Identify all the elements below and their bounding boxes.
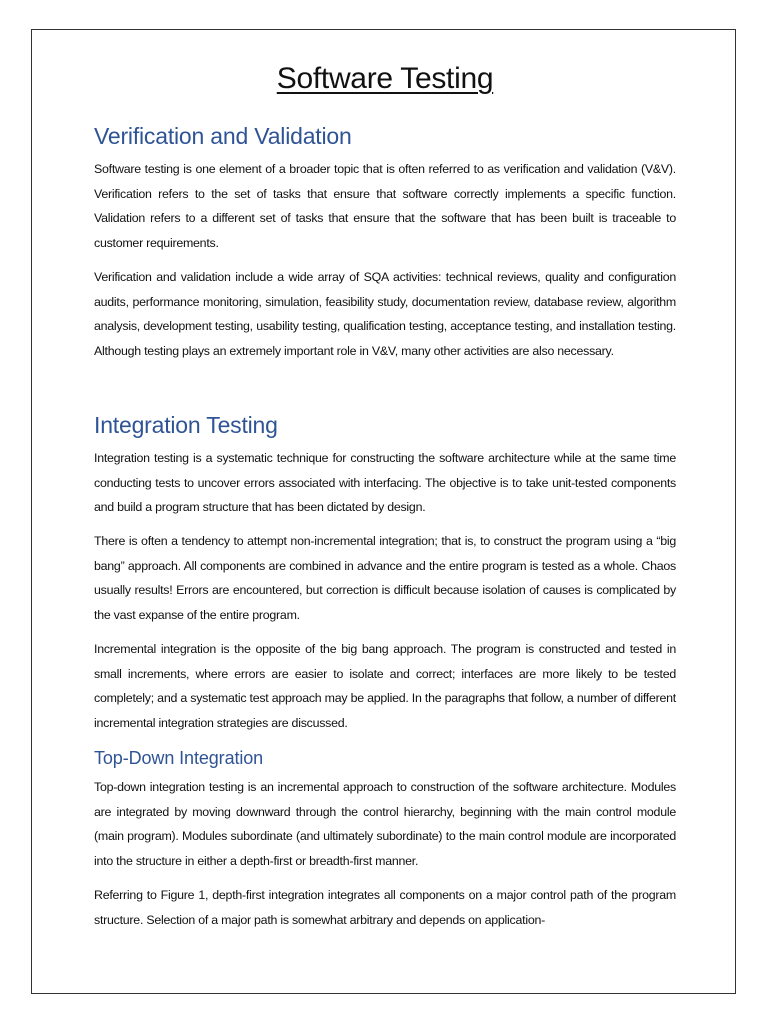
document-title [94, 62, 676, 96]
paragraph: Software testing is one element of a broader topic that is often referred to as verification and validation (V&V). Verification refers to the set of tasks that ensure that software correctly implements a specific function. Validation refers to a different set of tasks that ensure that the software that has been built is traceable to customer requirements. [94, 162, 676, 250]
section-heading-verification-validation: Verification and Validation [94, 123, 352, 149]
section-heading-integration-testing: Integration Testing [94, 412, 278, 438]
paragraph: Referring to Figure 1, depth-first integration integrates all components on a major control path of the program structure. Selection of a major path is somewhat arbitrary and depends on application- [94, 888, 676, 927]
document-page [31, 29, 736, 994]
paragraph: Top-down integration testing is an incremental approach to construction of the software architecture. Modules are integrated by moving downward through the control hierarchy, beginning with the main control module (main program). Modules subordinate (and ultimately subordinate) to the main control module are incorporated into the structure in either a depth-first or breadth-first manner. [94, 780, 676, 868]
paragraph: Incremental integration is the opposite of the big bang approach. The program is constructed and tested in small increments, where errors are easier to isolate and correct; interfaces are more likely to be tested completely; and a systematic test approach may be applied. In the paragraphs that follow, a number of different incremental integration strategies are discussed. [94, 642, 676, 730]
paragraph: There is often a tendency to attempt non-incremental integration; that is, to construct the program using a “big bang” approach. All components are combined in advance and the entire program is tested as a whole. Chaos usually results! Errors are encountered, but correction is difficult because isolation of causes is complicated by the vast expanse of the entire program. [94, 534, 676, 622]
paragraph: Verification and validation include a wide array of SQA activities: technical reviews, quality and configuration audits, performance monitoring, simulation, feasibility study, documentation review, database review, algorithm analysis, development testing, usability testing, qualification testing, acceptance testing, and installation testing. Although testing plays an extremely important role in V&V, many other activities are also necessary. [94, 270, 676, 358]
document-title-text: Software Testing [276, 62, 494, 95]
section-heading-top-down-integration: Top-Down Integration [94, 748, 264, 768]
paragraph: Integration testing is a systematic technique for constructing the software architecture while at the same time conducting tests to uncover errors associated with interfacing. The objective is to take unit-tested components and build a program structure that has been dictated by design. [94, 451, 676, 515]
